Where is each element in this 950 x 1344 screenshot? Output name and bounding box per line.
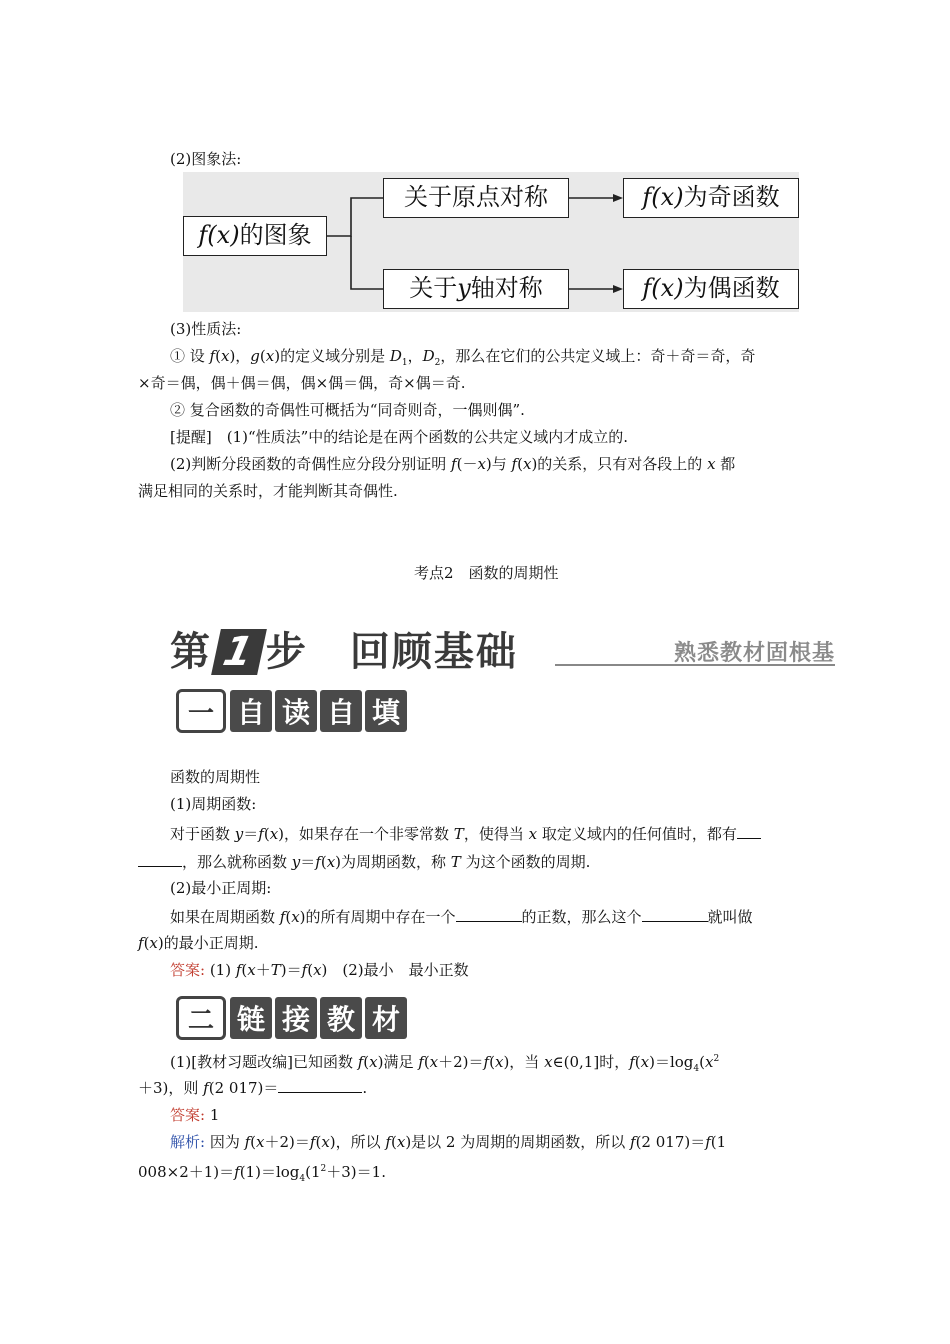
exercise-l2: ＋3)，则 f(2 017)＝ . — [138, 1076, 367, 1099]
method3-p2: ② 复合函数的奇偶性可概括为“同奇则奇，一偶则偶”. — [170, 401, 525, 419]
exercise-analysis-l1: 解析: 因为 f(x＋2)＝f(x)，所以 f(x)是以 2 为周期的周期函数，所以 f(2 017)＝f(1 — [170, 1133, 727, 1151]
diagram-origin-symmetry-box — [383, 178, 569, 218]
answer-label: 答案: — [170, 961, 206, 979]
section-char: 自 — [320, 690, 362, 732]
method3-label: (3)性质法: — [170, 320, 242, 338]
section-char: 读 — [275, 690, 317, 732]
section-char: 材 — [365, 997, 407, 1039]
arrow-icon — [613, 285, 623, 293]
answer-label: 答案: — [170, 1106, 206, 1124]
diagram-bot-mid-pre: 关于 — [409, 274, 458, 302]
kaodian-title: 考点2 函数的周期性 — [414, 564, 559, 582]
period-l2: ，那么就称函数 y＝f(x)为周期函数，称 T 为这个函数的周期. — [138, 850, 590, 873]
diagram-y-axis-symmetry-box — [383, 269, 569, 309]
section-textbook-link — [176, 995, 410, 1041]
diagram-bot-mid-post: 轴对称 — [470, 274, 543, 302]
answer-blank — [642, 905, 708, 922]
section-char: 自 — [230, 690, 272, 732]
period-h2: (2)最小正周期: — [170, 879, 272, 897]
diagram-odd-function-box — [623, 178, 799, 218]
y-var: y — [457, 274, 471, 302]
period-l3: 如果在周期函数 f(x)的所有周期中存在一个 的正数，那么这个 就叫做 — [170, 905, 753, 928]
section-char: 链 — [230, 997, 272, 1039]
answer-blank — [456, 905, 522, 922]
diagram-top-end-text: 为奇函数 — [683, 183, 780, 211]
exercise-l1: (1)[教材习题改编]已知函数 f(x)满足 f(x＋2)＝f(x)，当 x∈(0,1]时，$f(x)=\log_4(x^2$ — [170, 1053, 720, 1074]
exercise-answer: 答案: 1 — [170, 1106, 220, 1124]
fx-symbol: f(x) — [642, 183, 684, 211]
step-number: 1 — [211, 629, 267, 675]
diagram-even-function-box — [623, 269, 799, 309]
step-heading — [170, 620, 835, 675]
section-char: 接 — [275, 997, 317, 1039]
method3-p1-line1: ① 设 f(x)，g(x)的定义域分别是 $D_1$，$D_2$，那么在它们的公共定义域上：奇＋奇＝奇，奇 — [170, 347, 756, 368]
diagram-bot-end-text: 为偶函数 — [683, 274, 780, 302]
symmetry-diagram — [183, 172, 799, 312]
period-l4: f(x)的最小正周期. — [138, 934, 259, 952]
answer-blank — [737, 822, 761, 839]
period-l1: 对于函数 y＝f(x)，如果存在一个非零常数 T，使得当 x 取定义域内的任何值时，都有 — [170, 822, 761, 845]
answer-blank — [138, 850, 182, 867]
section-number: 一 — [176, 689, 226, 733]
method3-p1-line2: ×奇＝偶，偶＋偶＝偶，偶×偶＝偶，奇×偶＝奇. — [138, 374, 466, 392]
method2-label: (2)图象法: — [170, 150, 242, 168]
step-subtitle: 熟悉教材固根基 — [673, 641, 835, 666]
diagram-source-box — [183, 216, 327, 256]
answer-blank — [278, 1076, 362, 1093]
method3-tip2-line1: (2)判断分段函数的奇偶性应分段分别证明 f(－x)与 f(x)的关系，只有对各段上的 x 都 — [170, 455, 736, 473]
diagram-top-mid-text: 关于原点对称 — [404, 183, 548, 211]
method3-tip2-line2: 满足相同的关系时，才能判断其奇偶性. — [138, 482, 398, 500]
section-number: 二 — [176, 996, 226, 1040]
section-char: 教 — [320, 997, 362, 1039]
period-h1: (1)周期函数: — [170, 795, 257, 813]
exercise-analysis-l2: $008\times 2+1)=f(1)=\log_4(1^2+3)=1$. — [138, 1163, 386, 1184]
arrow-icon — [613, 194, 623, 202]
section-self-study — [176, 688, 410, 734]
period-title: 函数的周期性 — [170, 768, 261, 786]
fx-symbol: f(x) — [198, 221, 240, 249]
analysis-label: 解析: — [170, 1133, 206, 1151]
period-answer: 答案: (1) f(x＋T)＝f(x) (2)最小 最小正数 — [170, 961, 469, 979]
section-char: 填 — [365, 690, 407, 732]
step-title: 第 1 步 回顾基础 — [170, 629, 518, 675]
method3-tip: [提醒] (1)“性质法”中的结论是在两个函数的公共定义域内才成立的. — [170, 428, 629, 446]
diagram-source-text: 的图象 — [239, 221, 312, 249]
fx-symbol: f(x) — [642, 274, 684, 302]
